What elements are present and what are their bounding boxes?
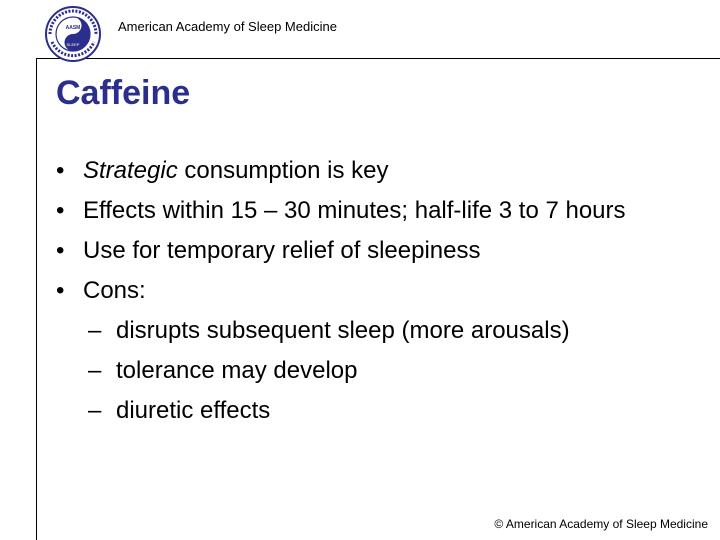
- aasm-seal-icon: [44, 5, 102, 63]
- bullet-list: [56, 156, 696, 436]
- bullet-item: [56, 236, 696, 265]
- sub-bullet-marker: –: [88, 317, 102, 344]
- bullet-emphasis: Strategic: [83, 157, 178, 184]
- sub-bullet-marker: –: [88, 397, 102, 424]
- bullet-item: [56, 276, 696, 305]
- footer-copyright: © American Academy of Sleep Medicine: [494, 517, 708, 531]
- logo-letters: AASM: [65, 25, 81, 31]
- org-name: American Academy of Sleep Medicine: [118, 19, 337, 34]
- slide-title: Caffeine: [56, 74, 191, 112]
- bullet-text: Use for temporary relief of sleepiness: [83, 237, 481, 264]
- bullet-marker: •: [56, 237, 65, 264]
- bullet-marker: •: [56, 277, 65, 304]
- sub-bullet-item: [56, 396, 696, 425]
- sub-bullet-text: disrupts subsequent sleep (more arousals): [116, 317, 570, 344]
- header-divider: [36, 58, 720, 59]
- sub-bullet-item: [56, 356, 696, 385]
- bullet-item: [56, 196, 696, 225]
- bullet-item: [56, 156, 696, 185]
- bullet-text: Effects within 15 – 30 minutes; half-life 3 to 7 hours: [83, 197, 626, 224]
- logo-inner-text: SLEEP: [66, 42, 80, 47]
- vertical-rule: [36, 58, 37, 540]
- sub-bullet-text: tolerance may develop: [116, 357, 358, 384]
- sub-bullet-text: diuretic effects: [116, 397, 271, 424]
- bullet-marker: •: [56, 197, 65, 224]
- bullet-text: Cons:: [83, 277, 146, 304]
- bullet-text: consumption is key: [177, 157, 389, 184]
- sub-bullet-item: [56, 316, 696, 345]
- bullet-marker: •: [56, 157, 65, 184]
- sub-bullet-marker: –: [88, 357, 102, 384]
